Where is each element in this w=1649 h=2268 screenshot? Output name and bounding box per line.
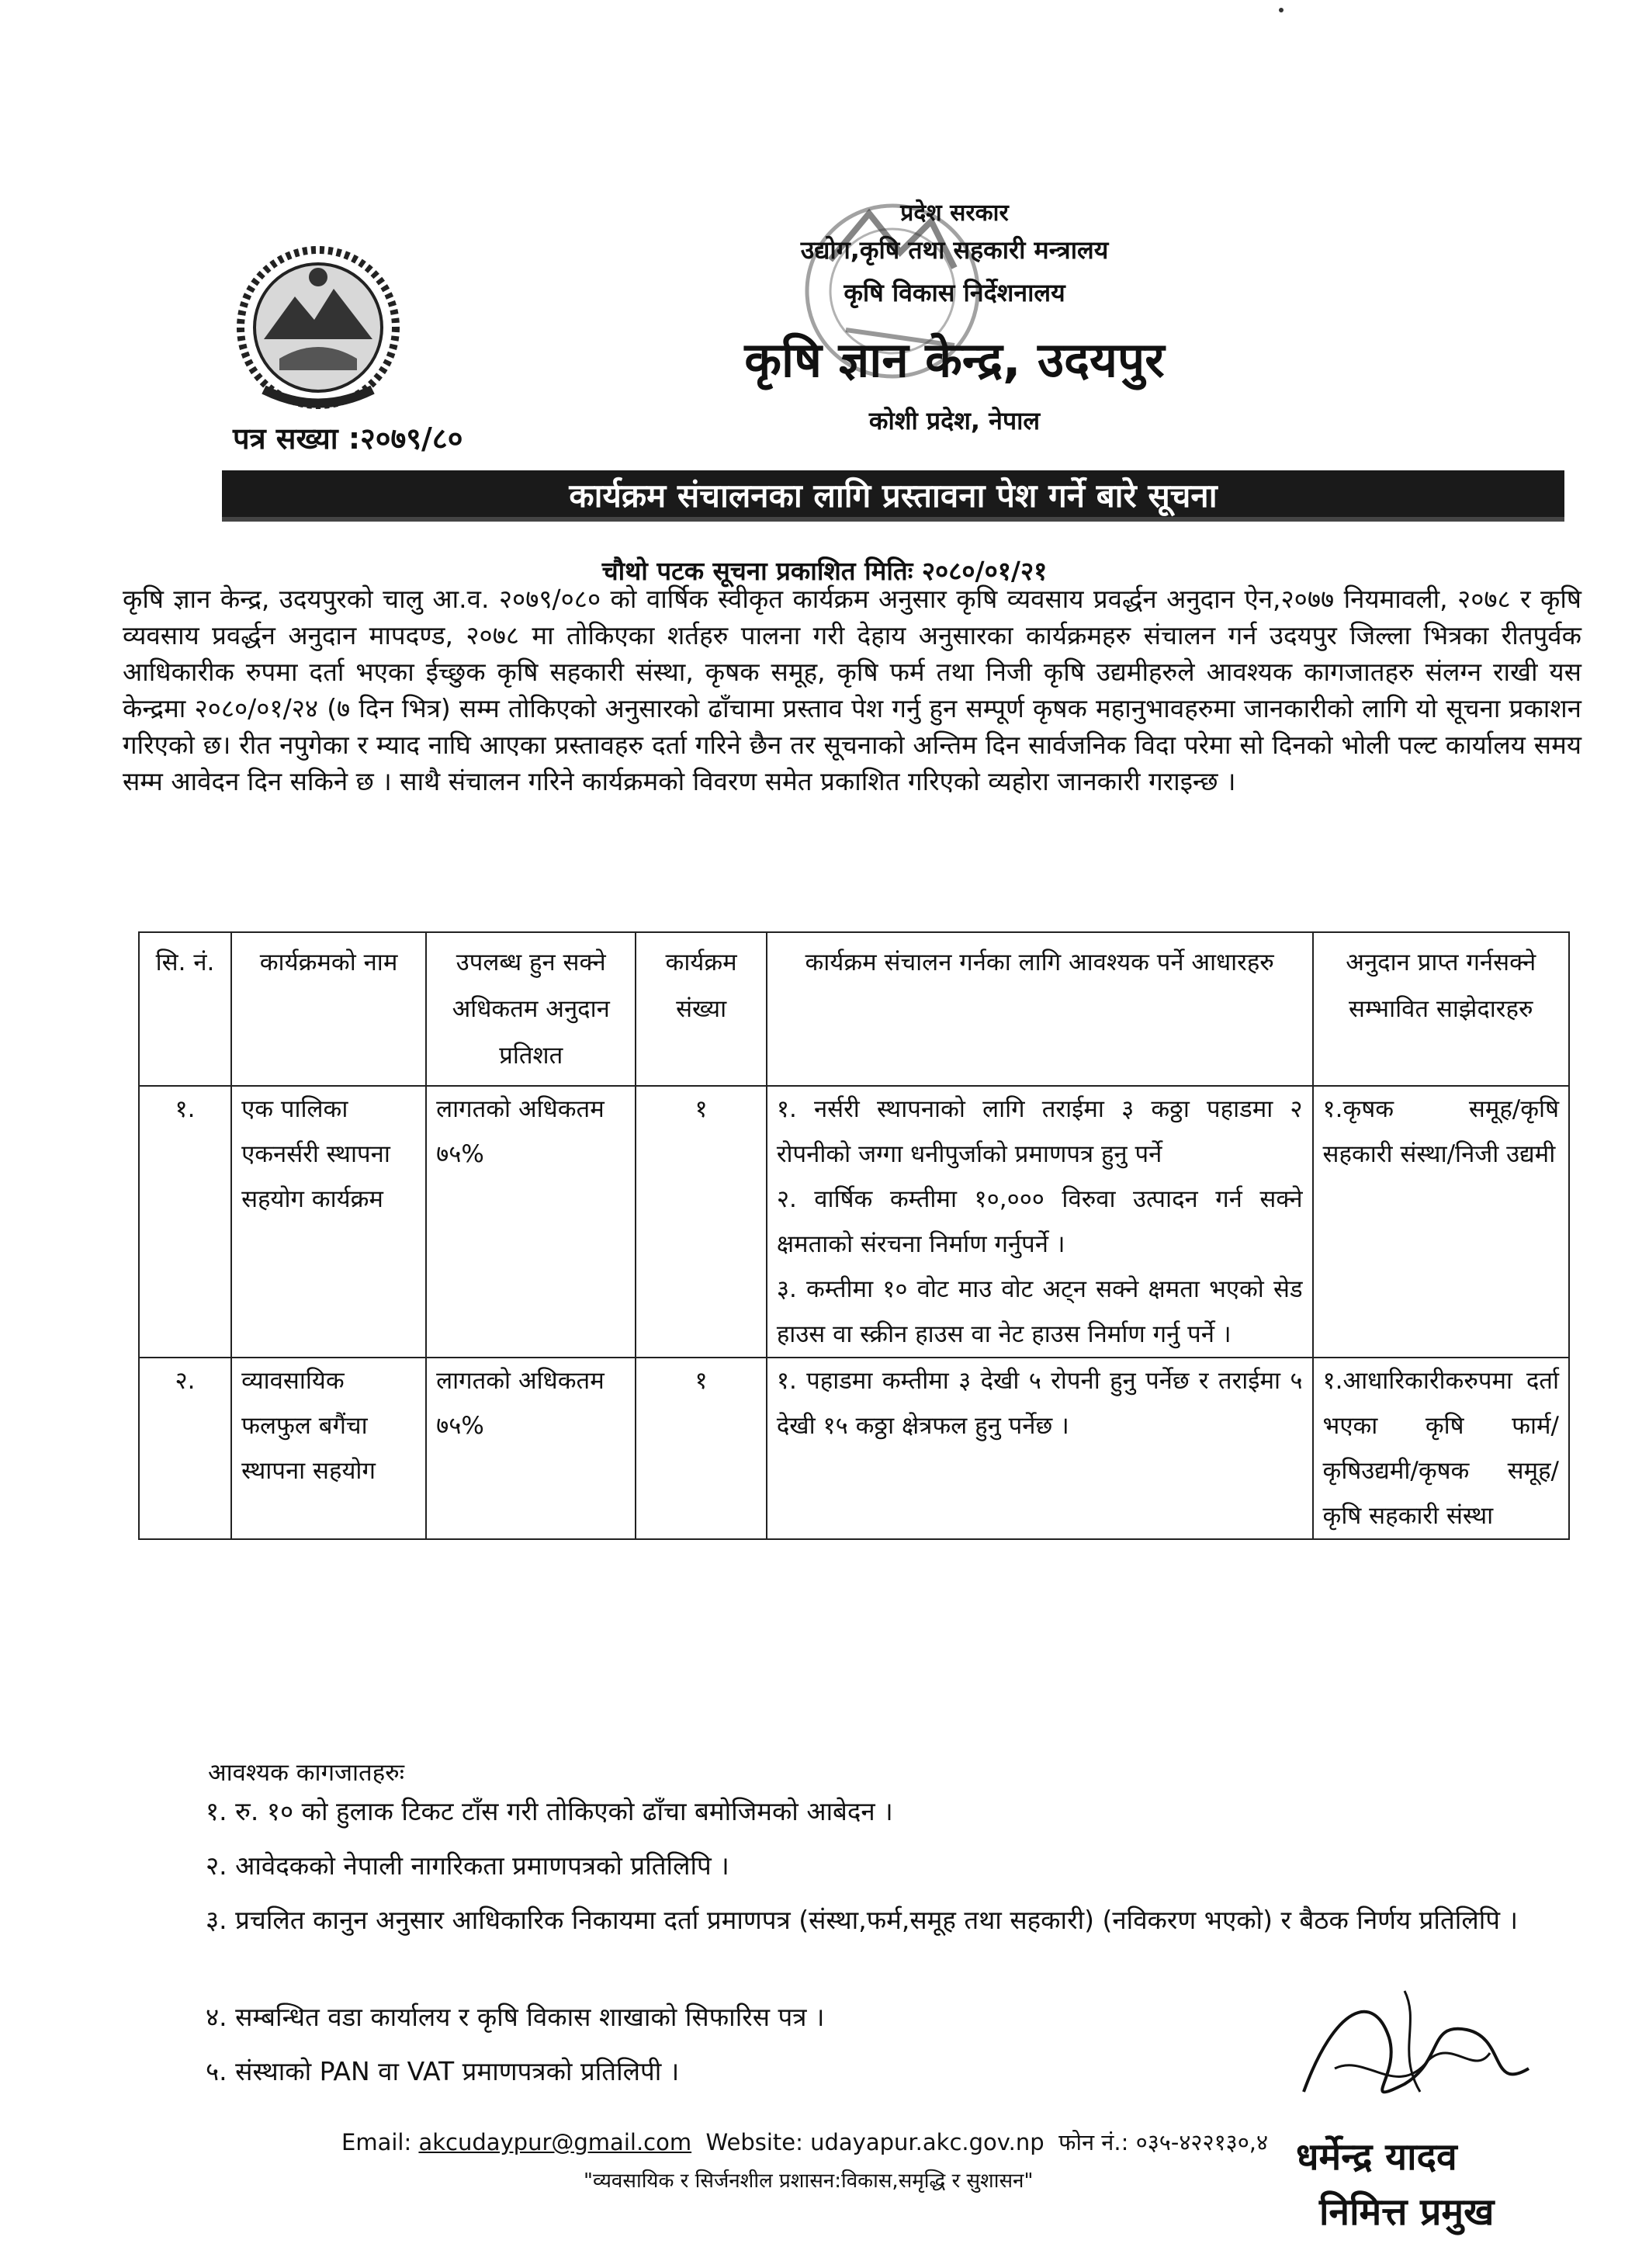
row-partners: १.कृषक समूह/कृषि सहकारी संस्था/निजी उद्यमी xyxy=(1313,1086,1569,1358)
doc-item: ४. सम्बन्धित वडा कार्यालय र कृषि विकास शाखाको सिफारिस पत्र । xyxy=(206,2002,825,2032)
table-row xyxy=(139,1358,1569,1539)
website-link[interactable]: udayapur.akc.gov.np xyxy=(810,2129,1044,2155)
header-program-count: कार्यक्रम संख्या xyxy=(636,932,766,1086)
doc-item: ३. प्रचलित कानुन अनुसार आधिकारिक निकायमा दर्ता प्रमाणपत्र (संस्था,फर्म,समूह तथा सहकारी) (नविकरण भएको) र बैठक निर्णय प्रतिलिपि । xyxy=(206,1905,1518,1935)
doc-item: १. रु. १० को हुलाक टिकट टाँस गरी तोकिएको ढाँचा बमोजिमको आबेदन । xyxy=(206,1796,893,1826)
header-line-1: प्रदेश सरकार xyxy=(900,199,1009,227)
criteria-item: ३. कम्तीमा १० वोट माउ वोट अट्न सक्ने क्षमता भएको सेड हाउस वा स्क्रीन हाउस वा नेट हाउस निर्माण गर्नु पर्ने । xyxy=(776,1275,1303,1348)
footer-contact xyxy=(341,2127,1268,2157)
phone-number: ०३५-४२२१३०,४ xyxy=(1135,2129,1269,2155)
email-link[interactable]: akcudaypur@gmail.com xyxy=(418,2129,692,2155)
row-program-name: एक पालिका एकनर्सरी स्थापना सहयोग कार्यक्रम xyxy=(231,1086,426,1358)
row-count: १ xyxy=(636,1358,766,1539)
email-label: Email: xyxy=(341,2129,412,2155)
office-motto: "व्यवसायिक र सिर्जनशील प्रशासन:विकास,समृद्धि र सुशासन" xyxy=(584,2169,1034,2193)
row-sn: २. xyxy=(139,1358,231,1539)
row-program-name: व्यावसायिक फलफुल बगैंचा स्थापना सहयोग xyxy=(231,1358,426,1539)
phone-label: फोन नं.: xyxy=(1058,2129,1129,2155)
doc-item: २. आवेदकको नेपाली नागरिकता प्रमाणपत्रको प्रतिलिपि । xyxy=(206,1850,729,1881)
table-row xyxy=(139,1086,1569,1358)
table-header-row xyxy=(139,932,1569,1086)
header-sn: सि. नं. xyxy=(139,932,231,1086)
scan-dot xyxy=(1279,8,1284,12)
header-line-2: उद्योग,कृषि तथा सहकारी मन्त्रालय xyxy=(800,235,1109,265)
criteria-item: २. वार्षिक कम्तीमा १०,००० विरुवा उत्पादन गर्न सक्ने क्षमताको संरचना निर्माण गर्नुपर्ने । xyxy=(776,1185,1303,1258)
program-table xyxy=(138,931,1570,1540)
website-label: Website: xyxy=(705,2129,803,2155)
signatory-title: निमित्त प्रमुख xyxy=(1319,2190,1495,2234)
province-line: कोशी प्रदेश, नेपाल xyxy=(868,406,1041,435)
signature xyxy=(1288,1975,1552,2131)
header-grant-percent: उपलब्ध हुन सक्ने अधिकतम अनुदान प्रतिशत xyxy=(426,932,636,1086)
row-criteria xyxy=(767,1358,1313,1539)
signatory-name: धर्मेन्द्र यादव xyxy=(1296,2135,1457,2179)
row-partners: १.आधारिकारीकरुपमा दर्ता भएका कृषि फार्म/कृषिउद्यमी/कृषक समूह/ कृषि सहकारी संस्था xyxy=(1313,1358,1569,1539)
office-name: कृषि ज्ञान केन्द्र, उदयपुर xyxy=(744,331,1165,388)
header-criteria: कार्यक्रम संचालन गर्नका लागि आवश्यक पर्ने आधारहरु xyxy=(767,932,1313,1086)
intro-paragraph: कृषि ज्ञान केन्द्र, उदयपुरको चालु आ.व. २०७९/०८० को वार्षिक स्वीकृत कार्यक्रम अनुसार कृषि व्यवसाय प्रवर्द्धन अनुदान ऐन,२०७७ नियमावली, २०७८ र कृषि व्यवसाय प्रवर्द्धन अनुदान मापदण्ड, २०७८ मा तोकिएका शर्तहरु पालना गरी देहाय अनुसारका कार्यक्रमहरु संचालन गर्न उदयपुर जिल्ला भित्रका रीतपुर्वक आधिकारीक रुपमा दर्ता भएका ईच्छुक कृषि सहकारी संस्था, कृषक समूह, कृषि फर्म तथा निजी कृषि उद्यमीहरुले आवश्यक कागजातहरु संलग्न राखी यस केन्द्रमा २०८०/०१/२४ (७ दिन भित्र) सम्म तोकिएको अनुसारको ढाँचामा प्रस्ताव पेश गर्नु हुन सम्पूर्ण कृषक महानुभावहरुमा जानकारीको लागि यो सूचना प्रकाशन गरिएको छ। रीत नपुगेका र म्याद नाघि आएका प्रस्तावहरु दर्ता गरिने छैन तर सूचनाको अन्तिम दिन सार्वजनिक विदा परेमा सो दिनको भोली पल्ट कार्यालय समय सम्म आवेदन दिन सकिने छ । साथै संचालन गरिने कार्यक्रमको विवरण समेत प्रकाशित गरिएको व्यहोरा जानकारी गराइन्छ । xyxy=(123,584,1581,796)
criteria-item: १. पहाडमा कम्तीमा ३ देखी ५ रोपनी हुनु पर्नेछ र तराईमा ५ देखी १५ कठ्ठा क्षेत्रफल हुनु पर्नेछ । xyxy=(776,1367,1303,1440)
nepal-emblem-icon xyxy=(233,242,404,421)
letter-number: पत्र सख्या :२०७९/८० xyxy=(233,421,463,456)
header-line-3: कृषि विकास निर्देशनालय xyxy=(844,278,1065,307)
row-criteria xyxy=(767,1086,1313,1358)
row-grant: लागतको अधिकतम ७५% xyxy=(426,1358,636,1539)
header-partners: अनुदान प्राप्त गर्नसक्ने सम्भावित साझेदारहरु xyxy=(1313,932,1569,1086)
doc-item: ५. संस्थाको PAN वा VAT प्रमाणपत्रको प्रतिलिपी । xyxy=(206,2056,680,2086)
required-docs-title: आवश्यक कागजातहरुः xyxy=(208,1759,404,1787)
row-grant: लागतको अधिकतम ७५% xyxy=(426,1086,636,1358)
publish-date: चौथो पटक सूचना प्रकाशित मितिः २०८०/०१/२१ xyxy=(601,556,1048,586)
notice-title-banner: कार्यक्रम संचालनका लागि प्रस्तावना पेश गर्ने बारे सूचना xyxy=(222,470,1564,522)
criteria-item: १. नर्सरी स्थापनाको लागि तराईमा ३ कठ्ठा पहाडमा २ रोपनीको जग्गा धनीपुर्जाको प्रमाणपत्र हुनु पर्ने xyxy=(776,1095,1303,1168)
header-program-name: कार्यक्रमको नाम xyxy=(231,932,426,1086)
row-sn: १. xyxy=(139,1086,231,1358)
row-count: १ xyxy=(636,1086,766,1358)
